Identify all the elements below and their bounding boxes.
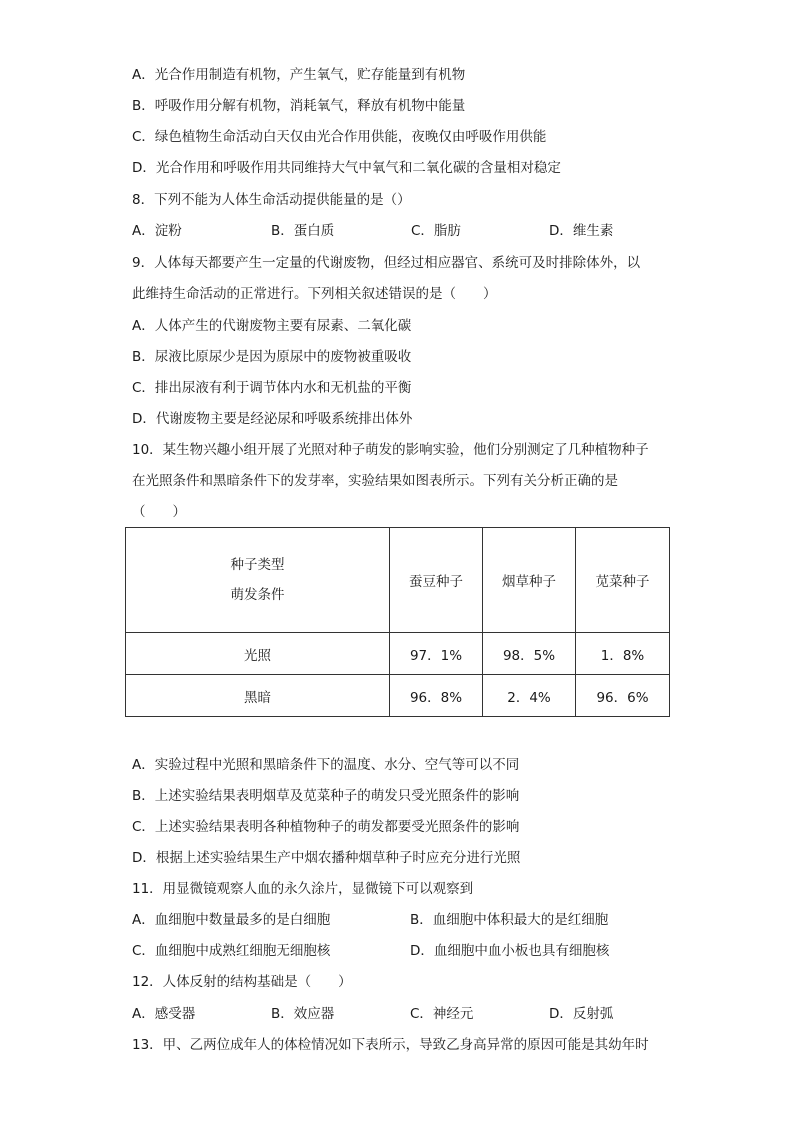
q12-stem: 12．人体反射的结构基础是（ ） xyxy=(132,974,352,990)
q11-options-row1 xyxy=(132,910,672,930)
q12-option-b: B．效应器 xyxy=(271,1006,335,1022)
q11-option-b: B．血细胞中体积最大的是红细胞 xyxy=(410,912,609,928)
q10-option-c: C．上述实验结果表明各种植物种子的萌发都要受光照条件的影响 xyxy=(132,819,520,835)
q12-option-d: D．反射弧 xyxy=(549,1006,614,1022)
q10-option-d: D．根据上述实验结果生产中烟农播种烟草种子时应充分进行光照 xyxy=(132,850,521,866)
table-cell: 96．6% xyxy=(576,675,670,717)
q9-option-d: D．代谢废物主要是经泌尿和呼吸系统排出体外 xyxy=(132,411,413,427)
q8-options xyxy=(132,221,672,241)
q7-option-b: B．呼吸作用分解有机物，消耗氧气，释放有机物中能量 xyxy=(132,98,466,114)
q11-option-a: A．血细胞中数量最多的是白细胞 xyxy=(132,912,331,928)
column-header: 烟草种子 xyxy=(483,528,576,633)
germination-table xyxy=(125,527,670,717)
row-label: 光照 xyxy=(126,633,390,675)
q7-option-a: A．光合作用制造有机物，产生氧气，贮存能量到有机物 xyxy=(132,67,466,83)
q10-stem-line1: 10．某生物兴趣小组开展了光照对种子萌发的影响实验，他们分别测定了几种植物种子 xyxy=(132,442,649,458)
q9-option-b: B．尿液比原尿少是因为原尿中的废物被重吸收 xyxy=(132,349,412,365)
q10-stem-line2: 在光照条件和黑暗条件下的发芽率，实验结果如图表所示。下列有关分析正确的是 xyxy=(132,473,618,489)
q7-option-d: D．光合作用和呼吸作用共同维持大气中氧气和二氧化碳的含量相对稳定 xyxy=(132,160,561,176)
q8-option-b: B．蛋白质 xyxy=(271,223,335,239)
q9-stem-line1: 9．人体每天都要产生一定量的代谢废物，但经过相应器官、系统可及时排除体外，以 xyxy=(132,255,641,271)
q12-option-c: C．神经元 xyxy=(410,1006,474,1022)
column-header: 蚕豆种子 xyxy=(390,528,483,633)
q12-options xyxy=(132,1004,672,1024)
q10-stem-line3: （ ） xyxy=(132,504,186,520)
table-cell: 2．4% xyxy=(483,675,576,717)
q9-option-c: C．排出尿液有利于调节体内水和无机盐的平衡 xyxy=(132,380,412,396)
table-row xyxy=(126,675,670,717)
table-cell: 97．1% xyxy=(390,633,483,675)
q7-option-c: C．绿色植物生命活动白天仅由光合作用供能，夜晚仅由呼吸作用供能 xyxy=(132,129,547,145)
q8-option-c: C．脂肪 xyxy=(411,223,461,239)
q10-option-a: A．实验过程中光照和黑暗条件下的温度、水分、空气等可以不同 xyxy=(132,757,520,773)
q11-stem: 11．用显微镜观察人血的永久涂片，显微镜下可以观察到 xyxy=(132,881,474,897)
q9-stem-line2: 此维持生命活动的正常进行。下列相关叙述错误的是（ ） xyxy=(132,286,497,302)
corner-label-seed-type: 种子类型 xyxy=(230,557,285,573)
table-row xyxy=(126,633,670,675)
q9-option-a: A．人体产生的代谢废物主要有尿素、二氧化碳 xyxy=(132,318,412,334)
table-cell: 1．8% xyxy=(576,633,670,675)
table-corner-cell xyxy=(126,528,390,633)
q8-option-d: D．维生素 xyxy=(549,223,614,239)
q13-stem: 13．甲、乙两位成年人的体检情况如下表所示，导致乙身高异常的原因可能是其幼年时 xyxy=(132,1037,649,1053)
table-cell: 98．5% xyxy=(483,633,576,675)
table-cell: 96．8% xyxy=(390,675,483,717)
q10-option-b: B．上述实验结果表明烟草及苋菜种子的萌发只受光照条件的影响 xyxy=(132,788,520,804)
q12-option-a: A．感受器 xyxy=(132,1006,196,1022)
q8-option-a: A．淀粉 xyxy=(132,223,182,239)
column-header: 苋菜种子 xyxy=(576,528,670,633)
q11-option-c: C．血细胞中成熟红细胞无细胞核 xyxy=(132,943,331,959)
table-header-row xyxy=(126,528,670,633)
q11-options-row2 xyxy=(132,941,672,961)
q8-stem: 8．下列不能为人体生命活动提供能量的是（） xyxy=(132,192,411,208)
row-label: 黑暗 xyxy=(126,675,390,717)
corner-label-condition: 萌发条件 xyxy=(230,587,285,603)
q11-option-d: D．血细胞中血小板也具有细胞核 xyxy=(410,943,610,959)
